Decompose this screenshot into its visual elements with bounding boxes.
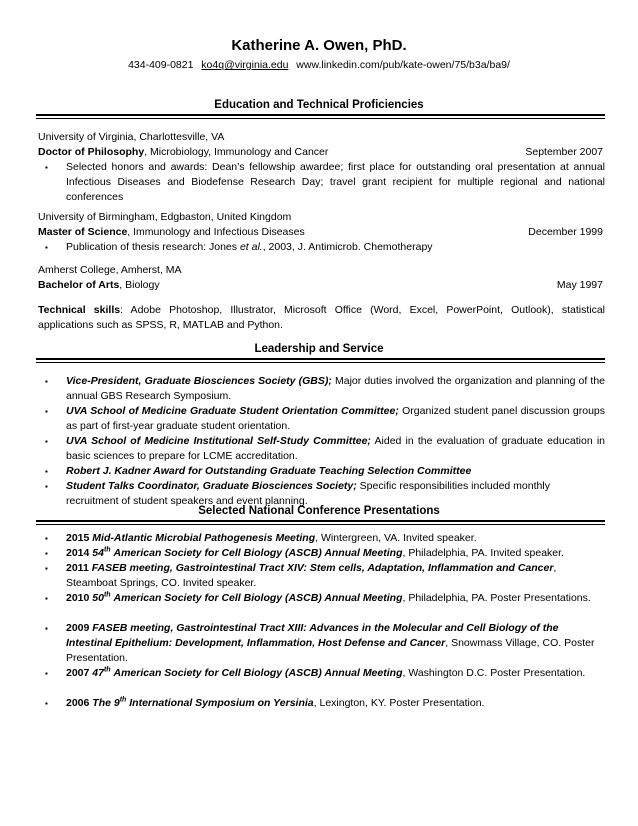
bullet-icon: ▪ [45, 669, 48, 678]
skills-label: Technical skills [38, 304, 121, 316]
section-divider [36, 520, 605, 525]
section-divider [36, 358, 605, 363]
conference-ordinal-suffix: th [103, 591, 111, 599]
conference-detail: , Lexington, KY. Poster Presentation. [313, 697, 485, 709]
list-item [66, 666, 605, 681]
conference-ordinal: 47 [92, 667, 104, 679]
conference-detail: , Steamboat Springs, CO. Invited speaker. [66, 562, 557, 589]
bullet-icon: ▪ [45, 594, 48, 603]
conference-name: American Society for Cell Biology (ASCB) Annual Meeting [113, 667, 403, 679]
list-item [66, 531, 605, 546]
conference-name: American Society for Cell Biology (ASCB) Annual Meeting [113, 547, 403, 559]
conference-ordinal: The 9 [92, 697, 120, 709]
candidate-name: Katherine A. Owen, PhD. [231, 37, 407, 54]
skills-text: : Adobe Photoshop, Illustrator, Microsoft Office (Word, Excel, PowerPoint, Outlook), statistical applications such as SPSS, R, MATLAB and Python. [38, 304, 605, 331]
technical-skills [38, 303, 605, 333]
institution-name: University of Virginia, Charlottesville, VA [38, 131, 225, 143]
list-item [66, 464, 605, 479]
conference-detail: , Philadelphia, PA. Invited speaker. [402, 547, 564, 559]
degree-name: Bachelor of Arts [38, 279, 120, 291]
section-title-leadership: Leadership and Service [254, 343, 384, 355]
degree-field: , Biology [119, 279, 160, 291]
role-title: UVA School of Medicine Graduate Student Orientation Committee; [66, 405, 399, 417]
publication-citation: , 2003, J. Antimicrob. Chemotherapy [262, 241, 433, 253]
conference-year: 2009 [66, 622, 90, 634]
bullet-icon: ▪ [45, 243, 48, 252]
conference-name: FASEB meeting, Gastrointestinal Tract XIV: Stem cells, Adaptation, Inflammation and Cancer [91, 562, 554, 574]
list-item [66, 591, 605, 606]
conference-year: 2007 [66, 667, 90, 679]
bullet-icon: ▪ [45, 437, 48, 446]
role-title: UVA School of Medicine Institutional Self-Study Committee; [66, 435, 371, 447]
bullet-icon: ▪ [45, 482, 48, 491]
institution-name: Amherst College, Amherst, MA [38, 264, 182, 276]
role-description: Specific responsibilities included monthly recruitment of student speakers and event planning. [66, 480, 550, 507]
list-item [66, 240, 605, 255]
contact-line [0, 59, 638, 71]
section-title-education: Education and Technical Proficiencies [214, 99, 424, 111]
conference-year: 2011 [66, 562, 89, 574]
degree-name: Doctor of Philosophy [38, 146, 145, 158]
bullet-icon: ▪ [45, 377, 48, 386]
conference-detail: , Philadelphia, PA. Poster Presentations. [402, 592, 591, 604]
conference-year: 2006 [66, 697, 90, 709]
role-title: Vice-President, Graduate Biosciences Society (GBS); [66, 375, 332, 387]
list-item [66, 374, 605, 404]
institution-name: University of Birmingham, Edgbaston, United Kingdom [38, 211, 292, 223]
degree-line [38, 145, 605, 160]
degree-date: September 2007 [525, 146, 603, 158]
list-item [66, 696, 605, 711]
conference-ordinal-suffix: th [119, 696, 127, 704]
list-item [66, 546, 605, 561]
conference-ordinal: 50 [92, 592, 104, 604]
conference-year: 2015 [66, 532, 90, 544]
list-item [66, 561, 605, 591]
conference-name: International Symposium on Yersinia [129, 697, 314, 709]
conference-ordinal: 54 [92, 547, 104, 559]
publication-etal: et al. [239, 241, 263, 253]
list-item: Selected honors and awards: Dean’s fellowship awardee; first place for outstanding oral presentation at annual Infectious Diseases and Biodefense Research Day; travel grant recipient for multiple regional and national conferences [66, 161, 605, 203]
list-item [66, 434, 605, 464]
conference-detail: , Snowmass Village, CO. Poster Presentation. [66, 637, 595, 664]
degree-field: , Immunology and Infectious Diseases [127, 226, 305, 238]
bullet-icon: ▪ [45, 549, 48, 558]
degree-date: December 1999 [528, 226, 603, 238]
role-description: Major duties involved the organization and planning of the annual GBS Research Symposium. [66, 375, 605, 402]
conference-detail: , Washington D.C. Poster Presentation. [402, 667, 586, 679]
role-title: Student Talks Coordinator, Graduate Biosciences Society; [66, 480, 357, 492]
conference-name: FASEB meeting, Gastrointestinal Tract XIII: Advances in the Molecular and Cell Biology of the Intestinal Epithelium: Development, Inflammation, Host Defense and Cancer [66, 622, 559, 649]
bullet-icon: ▪ [45, 624, 48, 633]
list-item [66, 404, 605, 434]
conference-year: 2010 [66, 592, 90, 604]
role-description: Aided in the evaluation of graduate education in basic sciences to prepare for LCME accreditation. [66, 435, 606, 462]
conference-name: Mid-Atlantic Microbial Pathogenesis Meeting [92, 532, 316, 544]
role-title: Robert J. Kadner Award for Outstanding Graduate Teaching Selection Committee [66, 465, 472, 477]
bullet-icon: ▪ [45, 534, 48, 543]
role-description: Organized student panel discussion groups as part of first-year graduate student orientation. [66, 405, 605, 432]
linkedin-url[interactable]: www.linkedin.com/pub/kate-owen/75/b3a/ba9/ [296, 59, 510, 71]
degree-date: May 1997 [556, 279, 603, 291]
conference-ordinal-suffix: th [103, 546, 111, 554]
conference-name: American Society for Cell Biology (ASCB) Annual Meeting [113, 592, 403, 604]
degree-line [38, 278, 605, 293]
conference-detail: , Wintergreen, VA. Invited speaker. [315, 532, 477, 544]
list-item [66, 621, 605, 666]
conference-ordinal-suffix: th [103, 666, 111, 674]
section-title-conferences: Selected National Conference Presentations [198, 505, 440, 517]
conference-year: 2014 [66, 547, 90, 559]
email-link[interactable]: ko4q@virginia.edu [201, 59, 289, 71]
bullet-icon: ▪ [45, 564, 48, 573]
degree-name: Master of Science [38, 226, 128, 238]
section-divider [36, 114, 605, 119]
bullet-icon: ▪ [45, 467, 48, 476]
bullet-icon: ▪ [45, 163, 48, 172]
degree-line [38, 225, 605, 240]
degree-field: , Microbiology, Immunology and Cancer [144, 146, 329, 158]
phone-number: 434-409-0821 [128, 59, 194, 71]
publication-text: Publication of thesis research: Jones [66, 241, 240, 253]
bullet-icon: ▪ [45, 699, 48, 708]
bullet-icon: ▪ [45, 407, 48, 416]
